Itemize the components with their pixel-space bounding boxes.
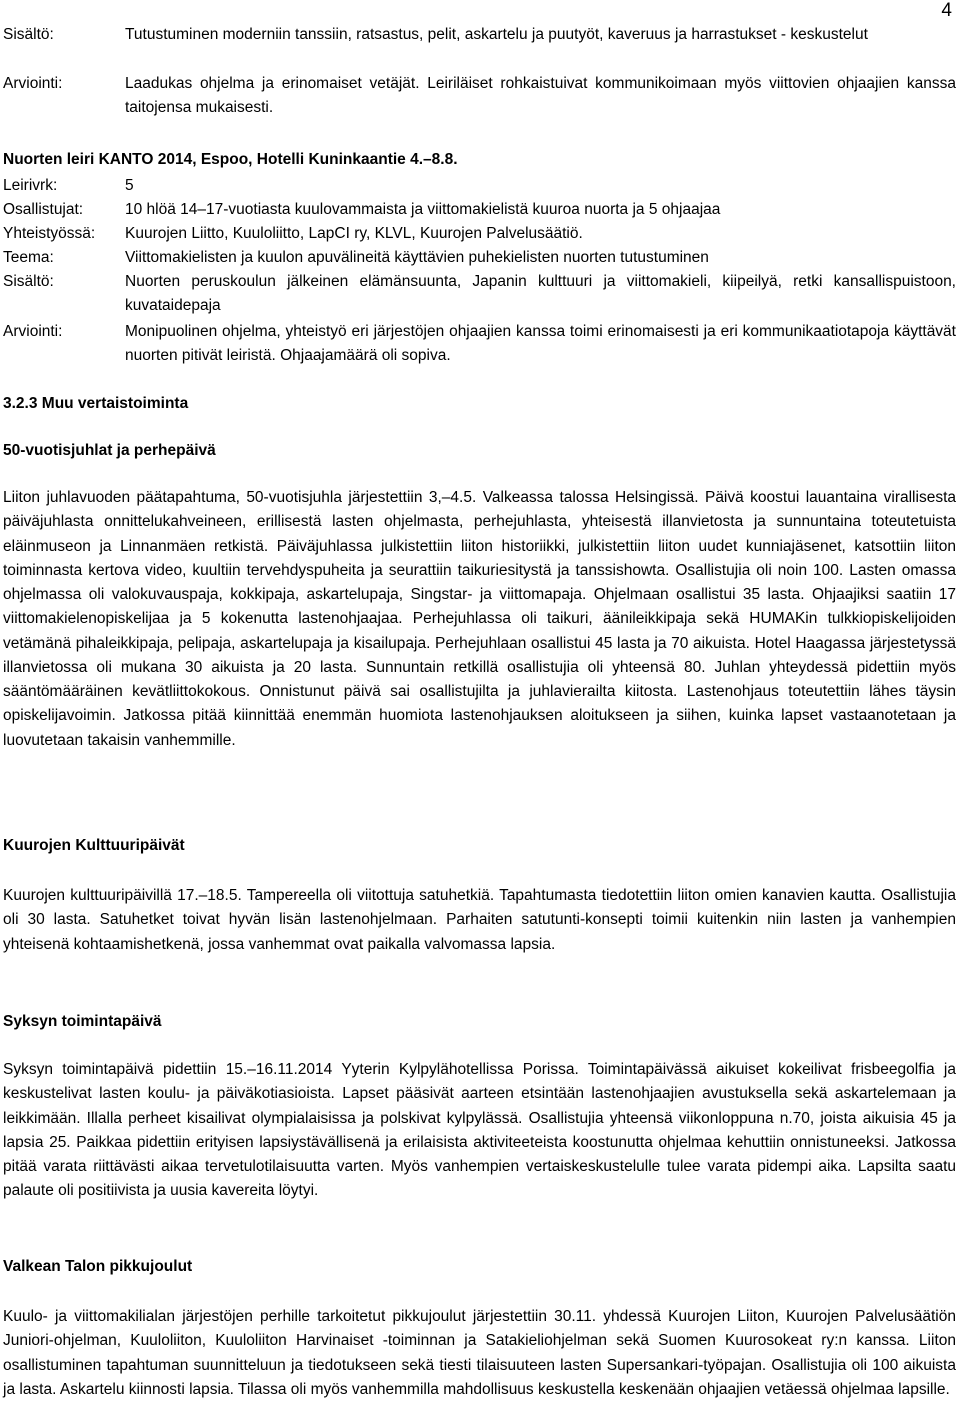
row-value: 5 [125, 177, 134, 194]
top-row-content [3, 23, 956, 47]
subsection-paragraph: Kuurojen kulttuuripäivillä 17.–18.5. Tampereella oli viitottuja satuhetkiä. Tapahtumasta tiedotettiin liiton omien kanavien kautta. Osallistujia oli 30 lasta. Satuhetket toivat hyvän lisän lastenohjelmaan. Parhaiten satutunti-konsepti toimii kuitenkin niin lasten ja vanhempien yhteisenä kohtaamishetkenä, jossa vanhemmat ovat paikalla valvomassa lapsia. [3, 887, 956, 953]
subsection-paragraph: Syksyn toimintapäivä pidettiin 15.–16.11.2014 Yyterin Kylpylähotellissa Porissa. Toimintapäivässä aikuiset kokeilivat frisbeegolfia ja keskustelivat lasten koulu- ja päiväkotiasioista. Lapset pääsivät aarteen etsintään lastenohjaajien avustuksella sekä askartelemaan ja leikkimään. Illalla perheet kisailivat olympialaisissa ja polskivat kylpylässä. Osallistujia yhteensä viikonloppuna n.70, joista aikuisia 45 ja lapsia 25. Paikkaa pidettiin erityisen lapsiystävällisenä ja erilaisista aktiviteeteista koostunutta ohjelmaa kehuttiin onnistuneeksi. Jatkossa pitää varata riittävästi aikaa tervetulotilaisuutta varten. Myös vanhempien vertaiskeskustelulle tulee varata pidempi aika. Lapsilta saatu palaute oli positiivista ja uusia kavereita löytyi. [3, 1061, 956, 1200]
section-heading: 3.2.3 Muu vertaistoiminta [3, 395, 189, 412]
subsection-paragraph: Liiton juhlavuoden päätapahtuma, 50-vuotisjuhla järjestettiin 3,–4.5. Valkeassa talossa Helsingissä. Päivä koostui lauantaina virallisesta päiväjuhlasta onnittelukahveineen, erillisestä lasten ohjelmasta, perhejuhlasta, yhteisestä illanvietosta ja sunnuntaina toteutetuista eläinmuseon ja Linnanmäen retkistä. Päiväjuhlassa julkistettiin liiton historiikki, julkistettiin liiton uudet kunniajäsenet, katsottiin liiton toiminnasta kertova video, kuultiin tervehdyspuheita ja seurattiin taikuriesitystä ja tanssishowta. Osallistujia oli noin 100. Lasten omassa ohjelmassa oli valokuvauspaja, kokkipaja, askartelupaja, Singstar- ja viittomapaja. Ohjelmaan osallistui 35 lasta. Ohjaajiksi saatiin 17 viittomakielenopiskelijaa ja 5 kokenutta lastenohjaajaa. Perhejuhlassa oli taikuri, äänileikkipaja sekä HUMAKin tulkkiopiskelijoiden vetämänä pihaleikkipaja, pelipaja, askartelupaja ja kisailupaja. Perhejuhlaan osallistui 45 lasta ja 70 aikuista. Hotel Haagassa järjestetyssä illanvietossa oli mukana 30 aikuista ja 20 lasta. Sunnuntain retkillä osallistujia oli yhteensä 80. Juhlan yhteydessä pidettiin myös sääntömääräinen kevätliittokokous. Onnistunut päivä sai osallistujilta ja juhlavierailta kiitosta. Lastenohjaus toteutettiin lähes täysin opiskelijavoimin. Jatkossa pitää kiinnittää enemmän huomiota lastenohjauksen aloitukseen ja siihen, kuinka lapset vastaanotetaan ja luovutetaan takaisin vanhemmille. [3, 489, 956, 749]
row-value: Laadukas ohjelma ja erinomaiset vetäjät. Leiriläiset rohkaistuivat kommunikoimaan myös viittovien ohjaajien kanssa taitojensa mukaisesti. [125, 75, 956, 117]
subsection-heading: Kuurojen Kulttuuripäivät [3, 837, 185, 854]
row-value: Viittomakielisten ja kuulon apuvälineitä käyttävien puhekielisten nuorten tutustuminen [125, 249, 709, 266]
row-value: 10 hlöä 14–17-vuotiasta kuulovammaista ja viittomakielistä kuuroa nuorta ja 5 ohjaajaa [125, 201, 721, 218]
page-number: 4 [941, 0, 952, 21]
row-value: Monipuolinen ohjelma, yhteistyö eri järjestöjen ohjaajien kanssa toimi erinomaisesti ja eri kommunikaatiotapoja käyttävät nuorten pitivät leiristä. Ohjaajamäärä oli sopiva. [125, 323, 956, 365]
row-label: Arviointi: [3, 323, 63, 340]
subsection-paragraph: Kuulo- ja viittomakilialan järjestöjen perhille tarkoitetut pikkujoulut järjestettiin 30.11. yhdessä Kuurojen Liiton, Kuurojen Palvelusäätiön Juniori-ohjelman, Kuuloliiton, Kuuloliiton Harvinaiset -toiminnan ja Satakieliohjelman sekä Suomen Kuurosokeat ry:n kanssa. Liiton osallistuminen tapahtuman suunnitteluun ja tiedotukseen sekä tiesti tilaisuuteen lasten Supersankari-työpajan. Osallistujia oli 100 aikuista ja lasta. Askartelu kiinnosti lapsia. Tilassa oli myös vanhemmilla mahdollisuus keskustella keskenään ohjaajien vetäessä ohjelmaa lapsille. [3, 1308, 956, 1398]
row-value: Tutustuminen moderniin tanssiin, ratsastus, pelit, askartelu ja puutyöt, kaveruus ja harrastukset - keskustelut [125, 26, 868, 43]
subsection-heading: Syksyn toimintapäivä [3, 1013, 162, 1030]
row-label: Sisältö: [3, 273, 54, 290]
row-label: Arviointi: [3, 75, 63, 92]
row-label: Leirivrk: [3, 177, 58, 194]
camp-title: Nuorten leiri KANTO 2014, Espoo, Hotelli Kuninkaantie 4.–8.8. [3, 151, 458, 168]
row-label: Yhteistyössä: [3, 225, 96, 242]
row-label: Teema: [3, 249, 54, 266]
top-row-evaluation [3, 72, 956, 121]
row-value: Kuurojen Liitto, Kuuloliitto, LapCI ry, KLVL, Kuurojen Palvelusäätiö. [125, 225, 583, 242]
camp-row-cooperation [3, 222, 956, 246]
camp-row-theme [3, 246, 956, 270]
camp-row-participants [3, 198, 956, 222]
camp-row-days [3, 174, 956, 198]
subsection-heading: Valkean Talon pikkujoulut [3, 1258, 193, 1275]
camp-row-evaluation [3, 320, 956, 369]
camp-row-content [3, 270, 956, 319]
subsection-heading: 50-vuotisjuhlat ja perhepäivä [3, 442, 216, 459]
row-label: Sisältö: [3, 26, 54, 43]
row-label: Osallistujat: [3, 201, 84, 218]
row-value: Nuorten peruskoulun jälkeinen elämänsuunta, Japanin kulttuuri ja viittomakieli, kiipeilyä, retki kansallispuistoon, kuvataidepaja [125, 273, 956, 315]
